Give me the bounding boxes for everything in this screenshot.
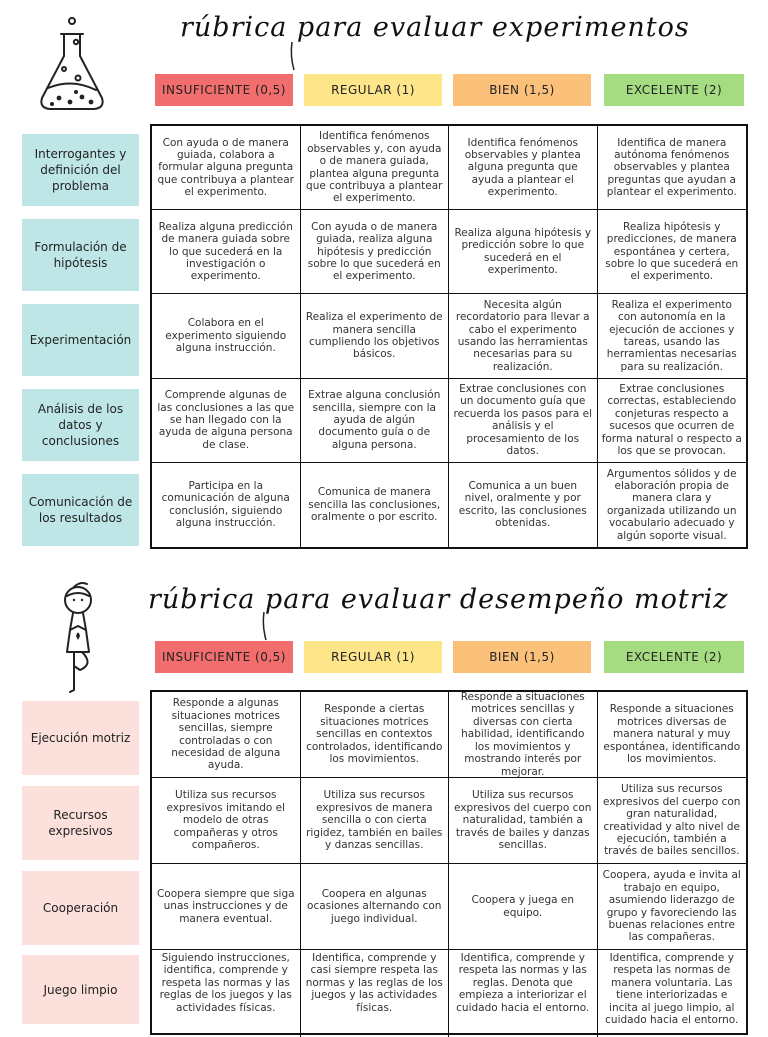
criterion-label: Formulación de hipótesis	[22, 219, 139, 291]
criterion-label: Análisis de los datos y conclusiones	[22, 389, 139, 461]
rubric-cell: Responde a ciertas situaciones motrices sencillas en contextos controlados, identificando los movimientos.	[301, 692, 450, 778]
rubric-cell: Comprende algunas de las conclusiones a las que se han llegado con la ayuda de alguna persona de clase.	[152, 379, 301, 463]
rubric-cell: Utiliza sus recursos expresivos del cuerpo con naturalidad, también a través de bailes y danzas sencillas.	[449, 778, 598, 864]
criterion-label: Ejecución motriz	[22, 701, 139, 775]
level-header-regular: REGULAR (1)	[304, 74, 442, 106]
rubric-cell: Utiliza sus recursos expresivos de manera sencilla o con cierta rigidez, también en bailes y danzas sencillas.	[301, 778, 450, 864]
rubric-cell: Identifica fenómenos observables y, con ayuda o de manera guiada, plantea alguna pregunta que contribuya a plantear el experimento.	[301, 126, 450, 210]
flask-icon	[34, 14, 110, 114]
rubric-cell: Extrae alguna conclusión sencilla, siempre con la ayuda de algún documento guía o de alguna persona.	[301, 379, 450, 463]
criterion-label: Interrogantes y definición del problema	[22, 134, 139, 206]
rubric-cell: Utiliza sus recursos expresivos imitando el modelo de otras compañeras y otros compañeros.	[152, 778, 301, 864]
rubric-cell: Siguiendo instrucciones, identifica, comprende y respeta las normas y las reglas de los juegos y las actividades físicas.	[152, 950, 301, 1037]
rubric-cell: Realiza el experimento con autonomía en la ejecución de acciones y tareas, usando las herramientas necesarias para su realización.	[598, 294, 747, 378]
title-underline	[280, 40, 320, 72]
level-header-bien: BIEN (1,5)	[453, 641, 591, 673]
rubric-cell: Comunica de manera sencilla las conclusiones, oralmente o por escrito.	[301, 463, 450, 547]
rubric-cell: Participa en la comunicación de alguna conclusión, siguiendo alguna instrucción.	[152, 463, 301, 547]
rubric-cell: Realiza alguna predicción de manera guiada sobre lo que sucederá en la investigación o experimento.	[152, 210, 301, 294]
rubric-cell: Realiza hipótesis y predicciones, de manera espontánea y certera, sobre lo que sucederá en el experimento.	[598, 210, 747, 294]
rubric-cell: Comunica a un buen nivel, oralmente y por escrito, las conclusiones obtenidas.	[449, 463, 598, 547]
rubric-cell: Identifica de manera autónoma fenómenos observables y plantea preguntas que ayudan a plantear el experimento.	[598, 126, 747, 210]
rubric-cell: Coopera y juega en equipo.	[449, 864, 598, 950]
rubric-cell: Necesita algún recordatorio para llevar a cabo el experimento usando las herramientas necesarias para su realización.	[449, 294, 598, 378]
rubric-cell: Con ayuda o de manera guiada, colabora a formular alguna pregunta que contribuya a plantear el experimento.	[152, 126, 301, 210]
level-header-regular: REGULAR (1)	[304, 641, 442, 673]
rubric-cell: Extrae conclusiones correctas, estableciendo conjeturas respecto a sucesos que ocurren de forma natural o respecto a los que se provocan.	[598, 379, 747, 463]
rubric-table-desempeno-motriz	[150, 690, 748, 1035]
rubric-cell: Identifica fenómenos observables y plantea alguna pregunta que ayuda a plantear el experimento.	[449, 126, 598, 210]
section-title: rúbrica para evaluar desempeño motriz	[148, 584, 729, 615]
criterion-label: Recursos expresivos	[22, 786, 139, 860]
rubric-cell: Responde a situaciones motrices diversas de manera natural y muy espontánea, identificando los movimientos.	[598, 692, 747, 778]
rubric-cell: Realiza el experimento de manera sencilla cumpliendo los objetivos básicos.	[301, 294, 450, 378]
criterion-label: Experimentación	[22, 304, 139, 376]
rubric-cell: Responde a situaciones motrices sencillas y diversas con cierta habilidad, identificando los movimientos y mostrando interés por mejorar.	[449, 692, 598, 778]
rubric-cell: Coopera, ayuda e invita al trabajo en equipo, asumiendo liderazgo de grupo y favoreciendo las buenas relaciones entre las compañeras.	[598, 864, 747, 950]
rubric-table-experimentos	[150, 124, 748, 549]
rubric-cell: Con ayuda o de manera guiada, realiza alguna hipótesis y predicción sobre lo que sucederá en el experimento.	[301, 210, 450, 294]
criterion-label: Cooperación	[22, 871, 139, 945]
rubric-cell: Identifica, comprende y respeta las normas y las reglas. Denota que empieza a interiorizar el cuidado hacia el entorno.	[449, 950, 598, 1037]
rubric-cell: Responde a algunas situaciones motrices sencillas, siempre controladas o con necesidad de alguna ayuda.	[152, 692, 301, 778]
rubric-cell: Coopera siempre que siga unas instrucciones y de manera eventual.	[152, 864, 301, 950]
rubric-cell: Extrae conclusiones con un documento guía que recuerda los pasos para el análisis y el procesamiento de los datos.	[449, 379, 598, 463]
rubric-cell: Identifica, comprende y casi siempre respeta las normas y las reglas de los juegos y las actividades físicas.	[301, 950, 450, 1037]
criterion-label: Comunicación de los resultados	[22, 474, 139, 546]
page-title: rúbrica para evaluar experimentos	[180, 12, 690, 43]
rubric-cell: Argumentos sólidos y de elaboración propia de manera clara y organizada utilizando un vocabulario adecuado y algún soporte visual.	[606, 467, 737, 542]
yoga-person-icon	[50, 580, 106, 694]
level-header-insuficiente: INSUFICIENTE (0,5)	[155, 74, 293, 106]
title-underline	[252, 610, 292, 642]
rubric-cell: Colabora en el experimento siguiendo alguna instrucción.	[152, 294, 301, 378]
criterion-label: Juego limpio	[22, 955, 139, 1024]
rubric-cell: Identifica, comprende y respeta las normas de manera voluntaria. Las tiene interiorizadas e incita al juego limpio, al cuidado hacia el entorno.	[605, 952, 739, 1027]
level-header-excelente: EXCELENTE (2)	[604, 641, 744, 673]
rubric-cell: Realiza alguna hipótesis y predicción sobre lo que sucederá en el experimento.	[449, 210, 598, 294]
level-header-insuficiente: INSUFICIENTE (0,5)	[155, 641, 293, 673]
rubric-cell: Coopera en algunas ocasiones alternando con juego individual.	[301, 864, 450, 950]
rubric-cell: Utiliza sus recursos expresivos del cuerpo con gran naturalidad, creatividad y alto nivel de ejecución, también a través de bailes sencillos.	[598, 778, 747, 864]
level-header-bien: BIEN (1,5)	[453, 74, 591, 106]
level-header-excelente: EXCELENTE (2)	[604, 74, 744, 106]
